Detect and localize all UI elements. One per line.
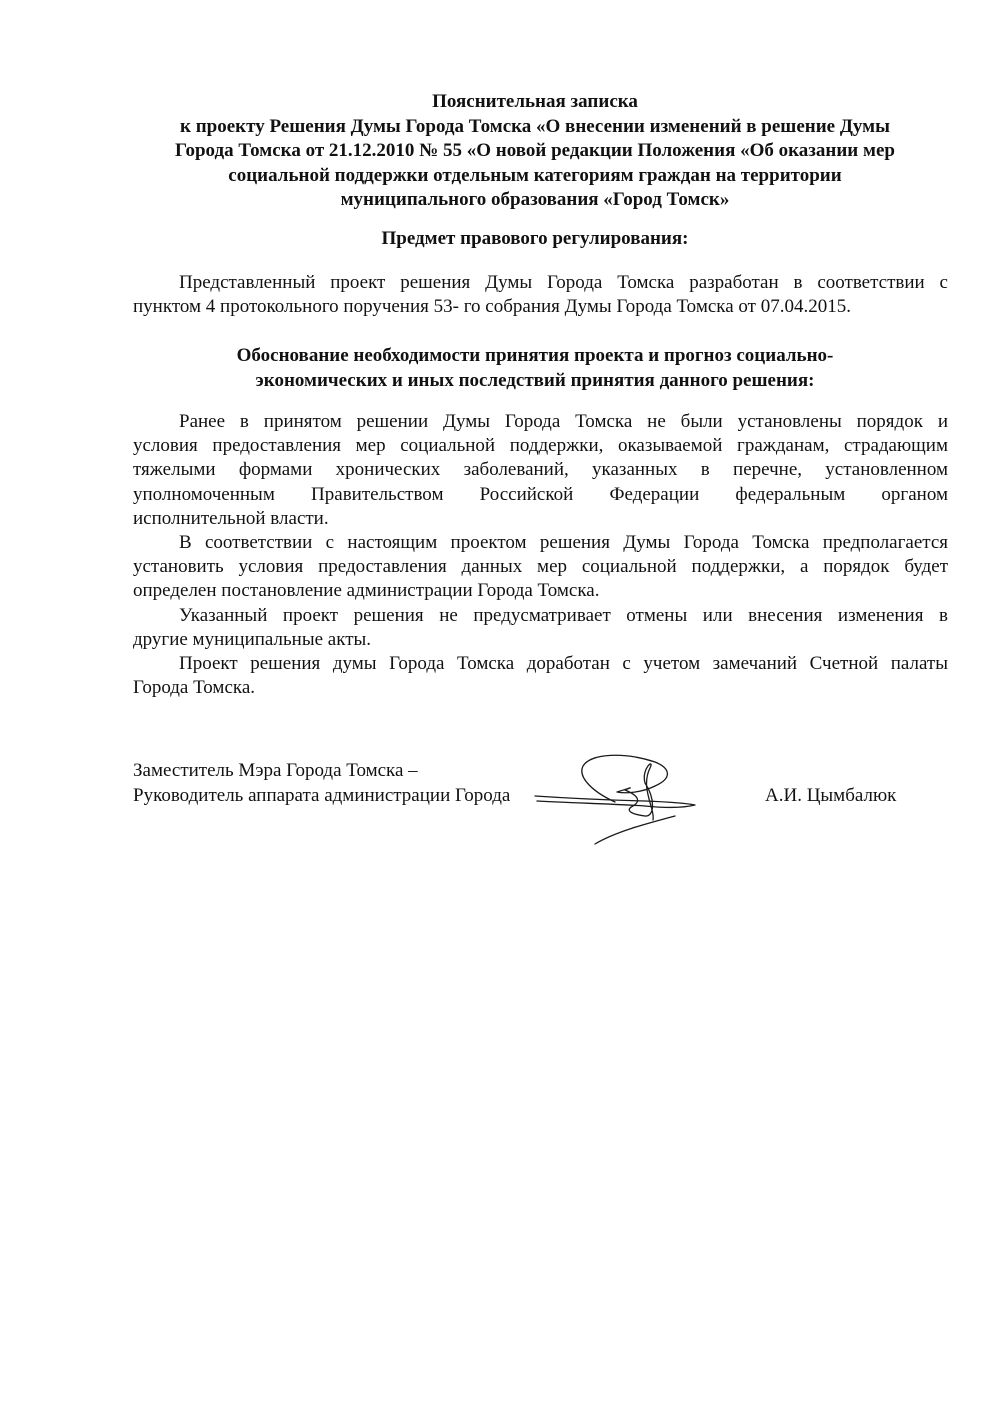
text-line: Города Томска. [133, 677, 256, 699]
paragraphs-justification [133, 410, 948, 700]
title-line: к проекту Решения Думы Города Томска «О внесении изменений в решение Думы [180, 115, 890, 137]
text-line: В соответствии с настоящим проектом решения Думы Города Томска предполагается [179, 532, 948, 554]
text-line: уполномоченным Правительством Российской Федерации федеральным органом [133, 483, 948, 505]
text-line: тяжелыми формами хронических заболеваний, указанных в перечне, установленном [133, 459, 948, 481]
heading-line: экономических и иных последствий принятия данного решения: [255, 369, 815, 391]
paragraph-subject [133, 271, 948, 319]
section-heading-subject: Предмет правового регулирования: [381, 228, 689, 249]
title-line: Города Томска от 21.12.2010 № 55 «О новой редакции Положения «Об оказании мер [175, 140, 895, 161]
text-line: определен постановление администрации Города Томска. [133, 580, 600, 602]
handwritten-signature-icon [505, 748, 735, 848]
section-heading-justification [120, 344, 950, 393]
title-line: муниципального образования «Город Томск» [340, 189, 730, 210]
text-line: установить условия предоставления данных мер социальной поддержки, а порядок будет [133, 556, 948, 578]
text-line: Проект решения думы Города Томска доработан с учетом замечаний Счетной палаты [179, 653, 948, 675]
title-line: социальной поддержки отдельным категориям граждан на территории [228, 164, 842, 186]
document-title [120, 90, 950, 213]
title-line: Пояснительная записка [432, 91, 638, 112]
heading-line: Обоснование необходимости принятия проекта и прогноз социально- [236, 345, 834, 366]
text-line: пунктом 4 протокольного поручения 53- го собрания Думы Города Томска от 07.04.2015. [133, 296, 851, 318]
signatory-position-line1: Заместитель Мэра Города Томска – [133, 760, 418, 781]
text-line: Представленный проект решения Думы Города Томска разработан в соответствии с [179, 272, 948, 293]
text-line: исполнительной власти. [133, 507, 329, 529]
text-line: Указанный проект решения не предусматривает отмены или внесения изменения в [179, 604, 948, 626]
text-line: другие муниципальные акты. [133, 628, 372, 650]
text-line: условия предоставления мер социальной поддержки, оказываемой гражданам, страдающим [133, 435, 948, 457]
signatory-name: А.И. Цымбалюк [765, 784, 897, 806]
text-line: Ранее в принятом решении Думы Города Томска не были установлены порядок и [179, 411, 948, 432]
signatory-position-line2: Руководитель аппарата администрации Города [133, 784, 511, 806]
